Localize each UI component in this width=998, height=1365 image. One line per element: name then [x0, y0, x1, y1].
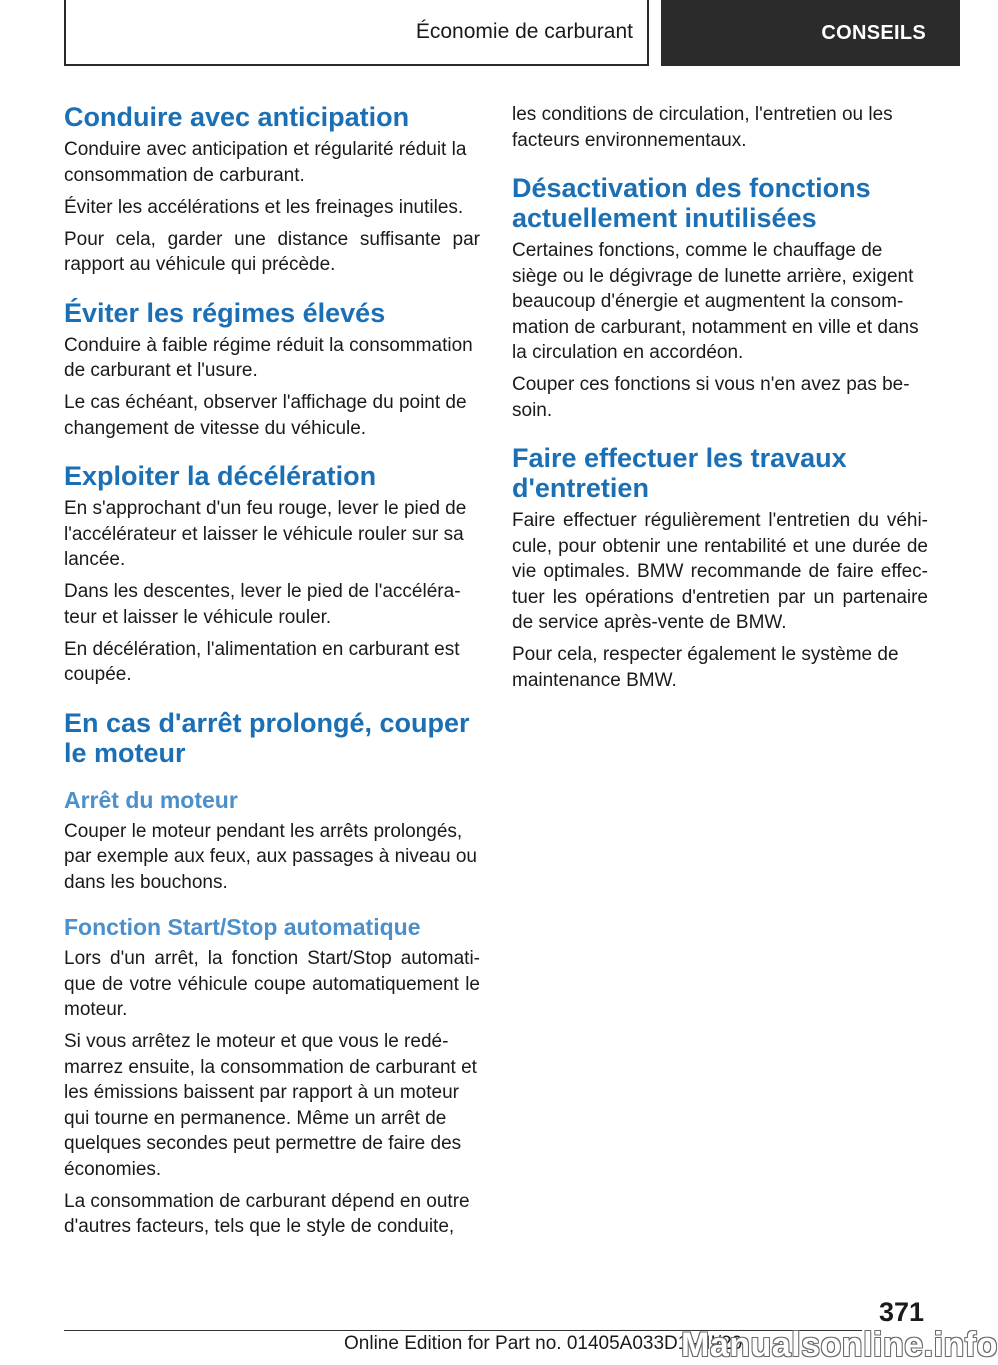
- paragraph: Le cas échéant, observer l'affichage du point de changement de vitesse du véhicule.: [64, 392, 467, 439]
- paragraph: Couper le moteur pendant les arrêts prolongés, par exemple aux feux, aux passages à niveau ou dans les bouchons.: [64, 820, 477, 893]
- paragraph: Conduire avec anticipation et régularité réduit la consommation de carburant.: [64, 139, 467, 186]
- paragraph: Si vous arrêtez le moteur et que vous le redémarrez ensuite, la consommation de carburant et les émissions baissent par rapport à un moteur qui tourne en permanence. Même un arrêt de quelques secondes peut permettre de faire des économies.: [64, 1031, 477, 1180]
- left-column: [64, 102, 480, 1246]
- chapter-title: Économie de carburant: [64, 0, 649, 66]
- paragraph: les conditions de circulation, l'entretien ou les facteurs environnementaux.: [512, 104, 893, 151]
- heading-faire-effectuer-les-travaux: Faire effectuer les travaux d'entretien: [512, 443, 847, 503]
- subheading-arret-du-moteur: Arrêt du moteur: [64, 786, 238, 813]
- paragraph: Conduire à faible régime réduit la consommation de carburant et l'usure.: [64, 334, 473, 381]
- edition-text: Online Edition for Part no. 01405A033D1 - II/20: [344, 1333, 743, 1354]
- page-number: 371: [878, 1297, 924, 1327]
- heading-eviter-les-regimes-eleves: Éviter les régimes élevés: [64, 297, 386, 328]
- paragraph: Pour cela, respecter également le système de maintenance BMW.: [512, 644, 899, 691]
- section-label: CONSEILS: [661, 0, 960, 66]
- paragraph: Couper ces fonctions si vous n'en avez pas besoin.: [512, 374, 910, 421]
- paragraph: Dans les descentes, lever le pied de l'accélérateur et laisser le véhicule rouler.: [64, 581, 461, 628]
- heading-exploiter-la-deceleration: Exploiter la décélération: [64, 461, 377, 491]
- heading-en-cas-d-arret-prolonge: En cas d'arrêt prolongé, couper le moteur: [64, 707, 470, 768]
- right-column: [512, 102, 928, 700]
- page-header: [0, 0, 960, 66]
- paragraph: En décélération, l'alimentation en carburant est coupée.: [64, 638, 460, 685]
- heading-conduire-avec-anticipation: Conduire avec anticipation: [64, 102, 410, 132]
- paragraph: En s'approchant d'un feu rouge, lever le pied de l'accélérateur et laisser le véhicule rouler sur sa lancée.: [64, 498, 467, 570]
- paragraph: Éviter les accélérations et les freinages inutiles.: [64, 196, 464, 218]
- subheading-fonction-start-stop: Fonction Start/Stop automatique: [64, 914, 421, 940]
- paragraph: Lors d'un arrêt, la fonction Start/Stop automatique de votre véhicule coupe automatiquement le moteur.: [64, 948, 480, 1020]
- paragraph: Faire effectuer régulièrement l'entretien du véhicule, pour obtenir une rentabilité et une durée de vie optimales. BMW recommande de faire effectuer les opérations d'entretien par un partenaire de service après-vente de BMW.: [512, 510, 928, 633]
- paragraph: Pour cela, garder une distance suffisante par rapport au véhicule qui précède.: [64, 228, 480, 275]
- watermark-logo: Manualsonline.info: [681, 1326, 998, 1364]
- heading-desactivation-des-fonctions: Désactivation des fonctions actuellement inutilisées: [512, 173, 871, 233]
- paragraph: La consommation de carburant dépend en outre d'autres facteurs, tels que le style de conduite,: [64, 1190, 470, 1237]
- paragraph: Certaines fonctions, comme le chauffage de siège ou le dégivrage de lunette arrière, exigent beaucoup d'énergie et augmentent la consommation de carburant, notamment en ville et dans la circulation en accordéon.: [512, 240, 919, 363]
